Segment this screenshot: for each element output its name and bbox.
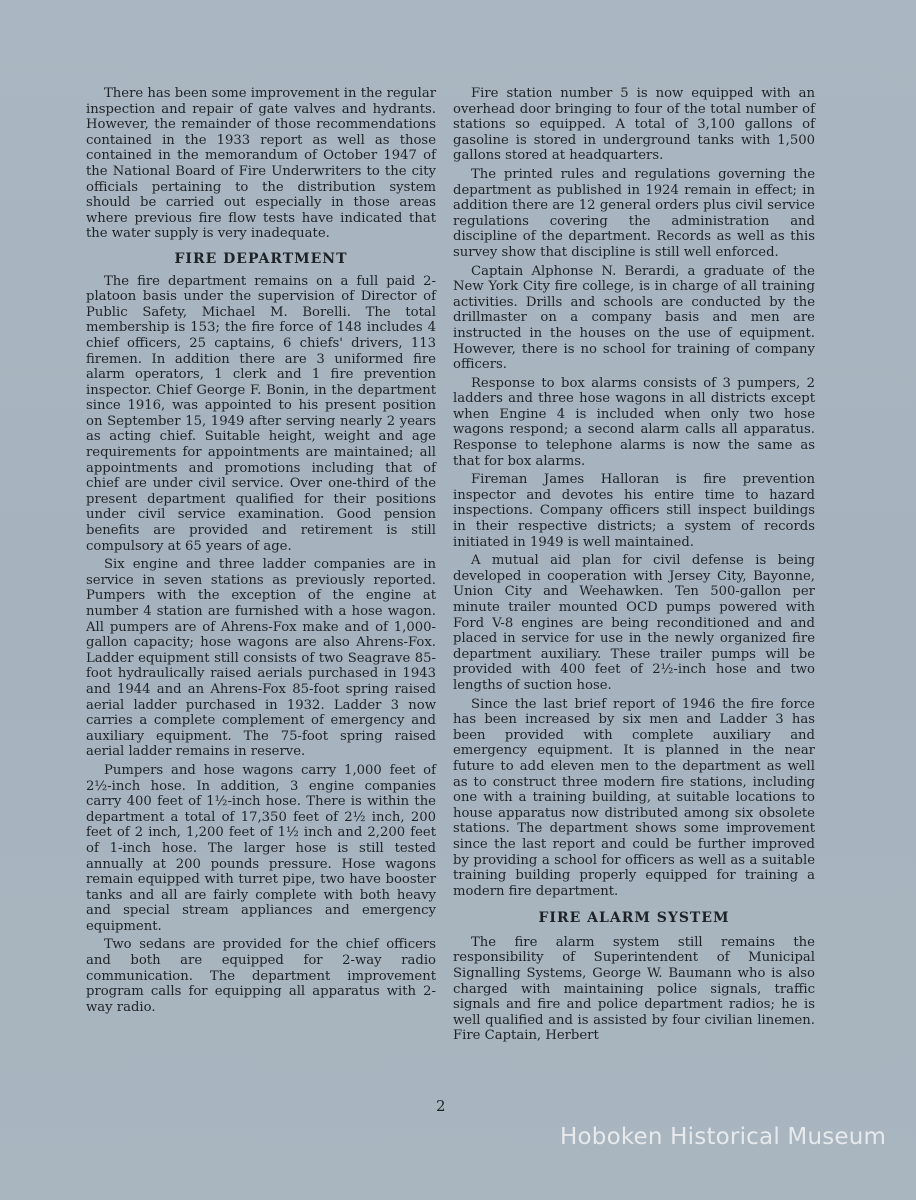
paragraph-mutual-aid: A mutual aid plan for civil defense is being developed in cooperation with Jersey City, Bayonne, Union City and Weehawken. Ten 500-gallon per minute trailer mounted OCD pumps powered with Ford V-8 engines are being reconditioned and and placed in service for use in the newly organized fire department auxiliary. These trailer pumps will be provided with 400 feet of 2½-inch hose and two lengths of suction hose. [453,553,815,693]
paragraph-fire-alarm: The fire alarm system still remains the responsibility of Superintendent of Municipal Signalling Systems, George W. Baumann who is also charged with maintaining police signals, traffic signals and fire and police department radios; he is well qualified and is assisted by four civilian linemen. Fire Captain, Herbert [453,934,815,1044]
paragraph-radio: Two sedans are provided for the chief officers and both are equipped for 2-way radio communication. The department improvement program calls for equipping all apparatus with 2-way radio. [86,937,436,1015]
paragraph-improvement: Since the last brief report of 1946 the fire force has been increased by six men and Ladder 3 has been provided with complete auxiliary and emergency equipment. It is planned in the near future to add eleven men to the department as well as to construct three modern fire stations, including one with a training building, at suitable locations to house apparatus now distributed among six obsolete stations. The department shows some improvement since the last report and could be further improved by providing a school for officers as well as a suitable training building properly equipped for training a modern fire department. [453,696,815,899]
right-column [453,86,815,1047]
paragraph-training: Captain Alphonse N. Berardi, a graduate of the New York City fire college, is in charge of all training activities. Drills and schools are conducted by the drillmaster on a company basis and men are instructed in the houses on the use of equipment. However, there is no school for training of company officers. [453,263,815,373]
paragraph-rules: The printed rules and regulations governing the department as published in 1924 remain in effect; in addition there are 12 general orders plus civil service regulations covering the administration and discipline of the department. Records as well as this survey show that discipline is still well enforced. [453,166,815,260]
paragraph-prevention: Fireman James Halloran is fire prevention inspector and devotes his entire time to hazard inspections. Company officers still inspect buildings in their respective districts; a system of records initiated in 1949 is well maintained. [453,472,815,550]
paragraph-hose: Pumpers and hose wagons carry 1,000 feet of 2½-inch hose. In addition, 3 engine companies carry 400 feet of 1½-inch hose. There is within the department a total of 17,350 feet of 2½ inch, 200 feet of 2 inch, 1,200 feet of 1½ inch and 2,200 feet of 1-inch hose. The larger hose is still tested annually at 200 pounds pressure. Hose wagons remain equipped with turret pipe, two have booster tanks and all are fairly complete with both heavy and special stream appliances and emergency equipment. [86,762,436,934]
paragraph-station-5: Fire station number 5 is now equipped with an overhead door bringing to four of the total number of stations so equipped. A total of 3,100 gallons of gasoline is stored in underground tanks with 1,500 gallons stored at headquarters. [453,86,815,164]
heading-fire-department: FIRE DEPARTMENT [174,250,348,267]
paragraph-organization: The fire department remains on a full paid 2-platoon basis under the supervision of Director of Public Safety, Michael M. Borelli. The total membership is 153; the fire force of 148 includes 4 chief officers, 25 captains, 6 chiefs' drivers, 113 firemen. In addition there are 3 uniformed fire alarm operators, 1 clerk and 1 fire prevention inspector. Chief George F. Bonin, in the department since 1916, was appointed to his present position on September 15, 1949 after serving nearly 2 years as acting chief. Suitable height, weight and age requirements for appointments are maintained; all appointments and promotions including that of chief are under civil service. Over one-third of the present department qualified for their positions under civil service examination. Good pension benefits are provided and retirement is still compulsory at 65 years of age. [86,273,436,554]
left-column [86,86,436,1018]
paragraph-hydrants: There has been some improvement in the regular inspection and repair of gate valves and hydrants. However, the remainder of those recommendations contained in the 1933 report as well as those contained in the memorandum of October 1947 of the National Board of Fire Underwriters to the city officials pertaining to the distribution system should be carried out especially in those areas where previous fire flow tests have indicated that the water supply is very inadequate. [86,86,436,242]
heading-fire-alarm-system: FIRE ALARM SYSTEM [538,910,730,927]
paragraph-companies: Six engine and three ladder companies are in service in seven stations as previously reported. Pumpers with the exception of the engine at number 4 station are furnished with a hose wagon. All pumpers are of Ahrens-Fox make and of 1,000-gallon capacity; hose wagons are also Ahrens-Fox. Ladder equipment still consists of two Seagrave 85-foot hydraulically raised aerials purchased in 1943 and 1944 and an Ahrens-Fox 85-foot spring raised aerial ladder purchased in 1932. Ladder 3 now carries a complete complement of emergency and auxiliary equipment. The 75-foot spring raised aerial ladder remains in reserve. [86,557,436,760]
paragraph-response: Response to box alarms consists of 3 pumpers, 2 ladders and three hose wagons in all districts except when Engine 4 is included when only two hose wagons respond; a second alarm calls all apparatus. Response to telephone alarms is now the same as that for box alarms. [453,375,815,469]
page-number: 2 [436,1097,446,1115]
museum-watermark: Hoboken Historical Museum [560,1124,887,1150]
